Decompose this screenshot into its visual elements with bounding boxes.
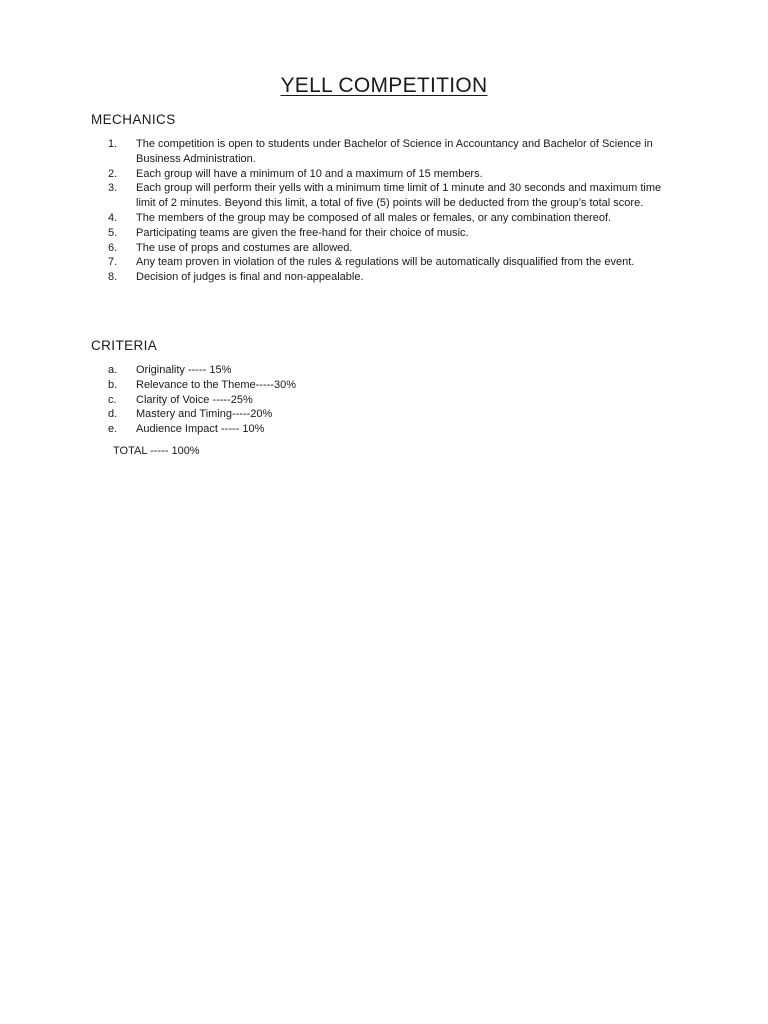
list-item: [108, 167, 673, 182]
list-item-text: Mastery and Timing-----20%: [136, 408, 273, 421]
list-item: [108, 255, 673, 270]
list-item: [108, 137, 673, 167]
mechanics-list: [108, 137, 673, 285]
list-marker: 6.: [108, 241, 118, 254]
list-marker: b.: [108, 378, 118, 391]
list-marker: 2.: [108, 167, 118, 180]
list-item-text: The use of props and costumes are allowed.: [136, 241, 353, 254]
list-marker: 4.: [108, 211, 118, 224]
list-item: [108, 407, 673, 422]
list-item-text: Any team proven in violation of the rules & regulations will be automatically disqualified from the event.: [136, 256, 635, 269]
list-item: [108, 241, 673, 256]
mechanics-heading: MECHANICS: [91, 112, 176, 127]
list-item: [108, 363, 673, 378]
criteria-total: TOTAL ----- 100%: [113, 445, 200, 457]
document-title-text: YELL COMPETITION: [280, 74, 488, 97]
list-item-text: Each group will have a minimum of 10 and a maximum of 15 members.: [136, 167, 483, 180]
list-item-text: Decision of judges is final and non-appealable.: [136, 271, 364, 284]
list-item: [108, 378, 673, 393]
criteria-heading: CRITERIA: [91, 338, 158, 353]
list-item: [108, 226, 673, 241]
list-item-text: Clarity of Voice -----25%: [136, 393, 253, 406]
list-item-text: The competition is open to students under Bachelor of Science in Accountancy and Bachelor of Science in Business Administration.: [136, 138, 653, 165]
list-marker: a.: [108, 364, 118, 376]
document-title: [0, 74, 768, 98]
list-marker: d.: [108, 408, 118, 421]
list-marker: 8.: [108, 271, 118, 284]
list-item: [108, 270, 673, 285]
list-marker: 5.: [108, 226, 118, 239]
list-item: [108, 393, 673, 408]
list-item-text: Audience Impact ----- 10%: [136, 423, 265, 436]
list-item: [108, 181, 673, 211]
list-item-text: The members of the group may be composed of all males or females, or any combination thereof.: [136, 211, 612, 224]
list-item: [108, 422, 673, 437]
list-item: [108, 211, 673, 226]
list-marker: 7.: [108, 256, 118, 269]
list-item-text: Each group will perform their yells with a minimum time limit of 1 minute and 30 seconds and maximum time limit of 2 minutes. Beyond this limit, a total of five (5) points will be deducted from the group’s total score.: [136, 182, 662, 210]
list-item-text: Originality ----- 15%: [136, 364, 232, 376]
list-marker: 3.: [108, 182, 118, 195]
list-item-text: Participating teams are given the free-hand for their choice of music.: [136, 226, 469, 239]
list-marker: 1.: [108, 138, 118, 150]
list-marker: e.: [108, 423, 118, 436]
criteria-list: [108, 363, 673, 437]
list-item-text: Relevance to the Theme-----30%: [136, 378, 296, 391]
list-marker: c.: [108, 393, 117, 406]
